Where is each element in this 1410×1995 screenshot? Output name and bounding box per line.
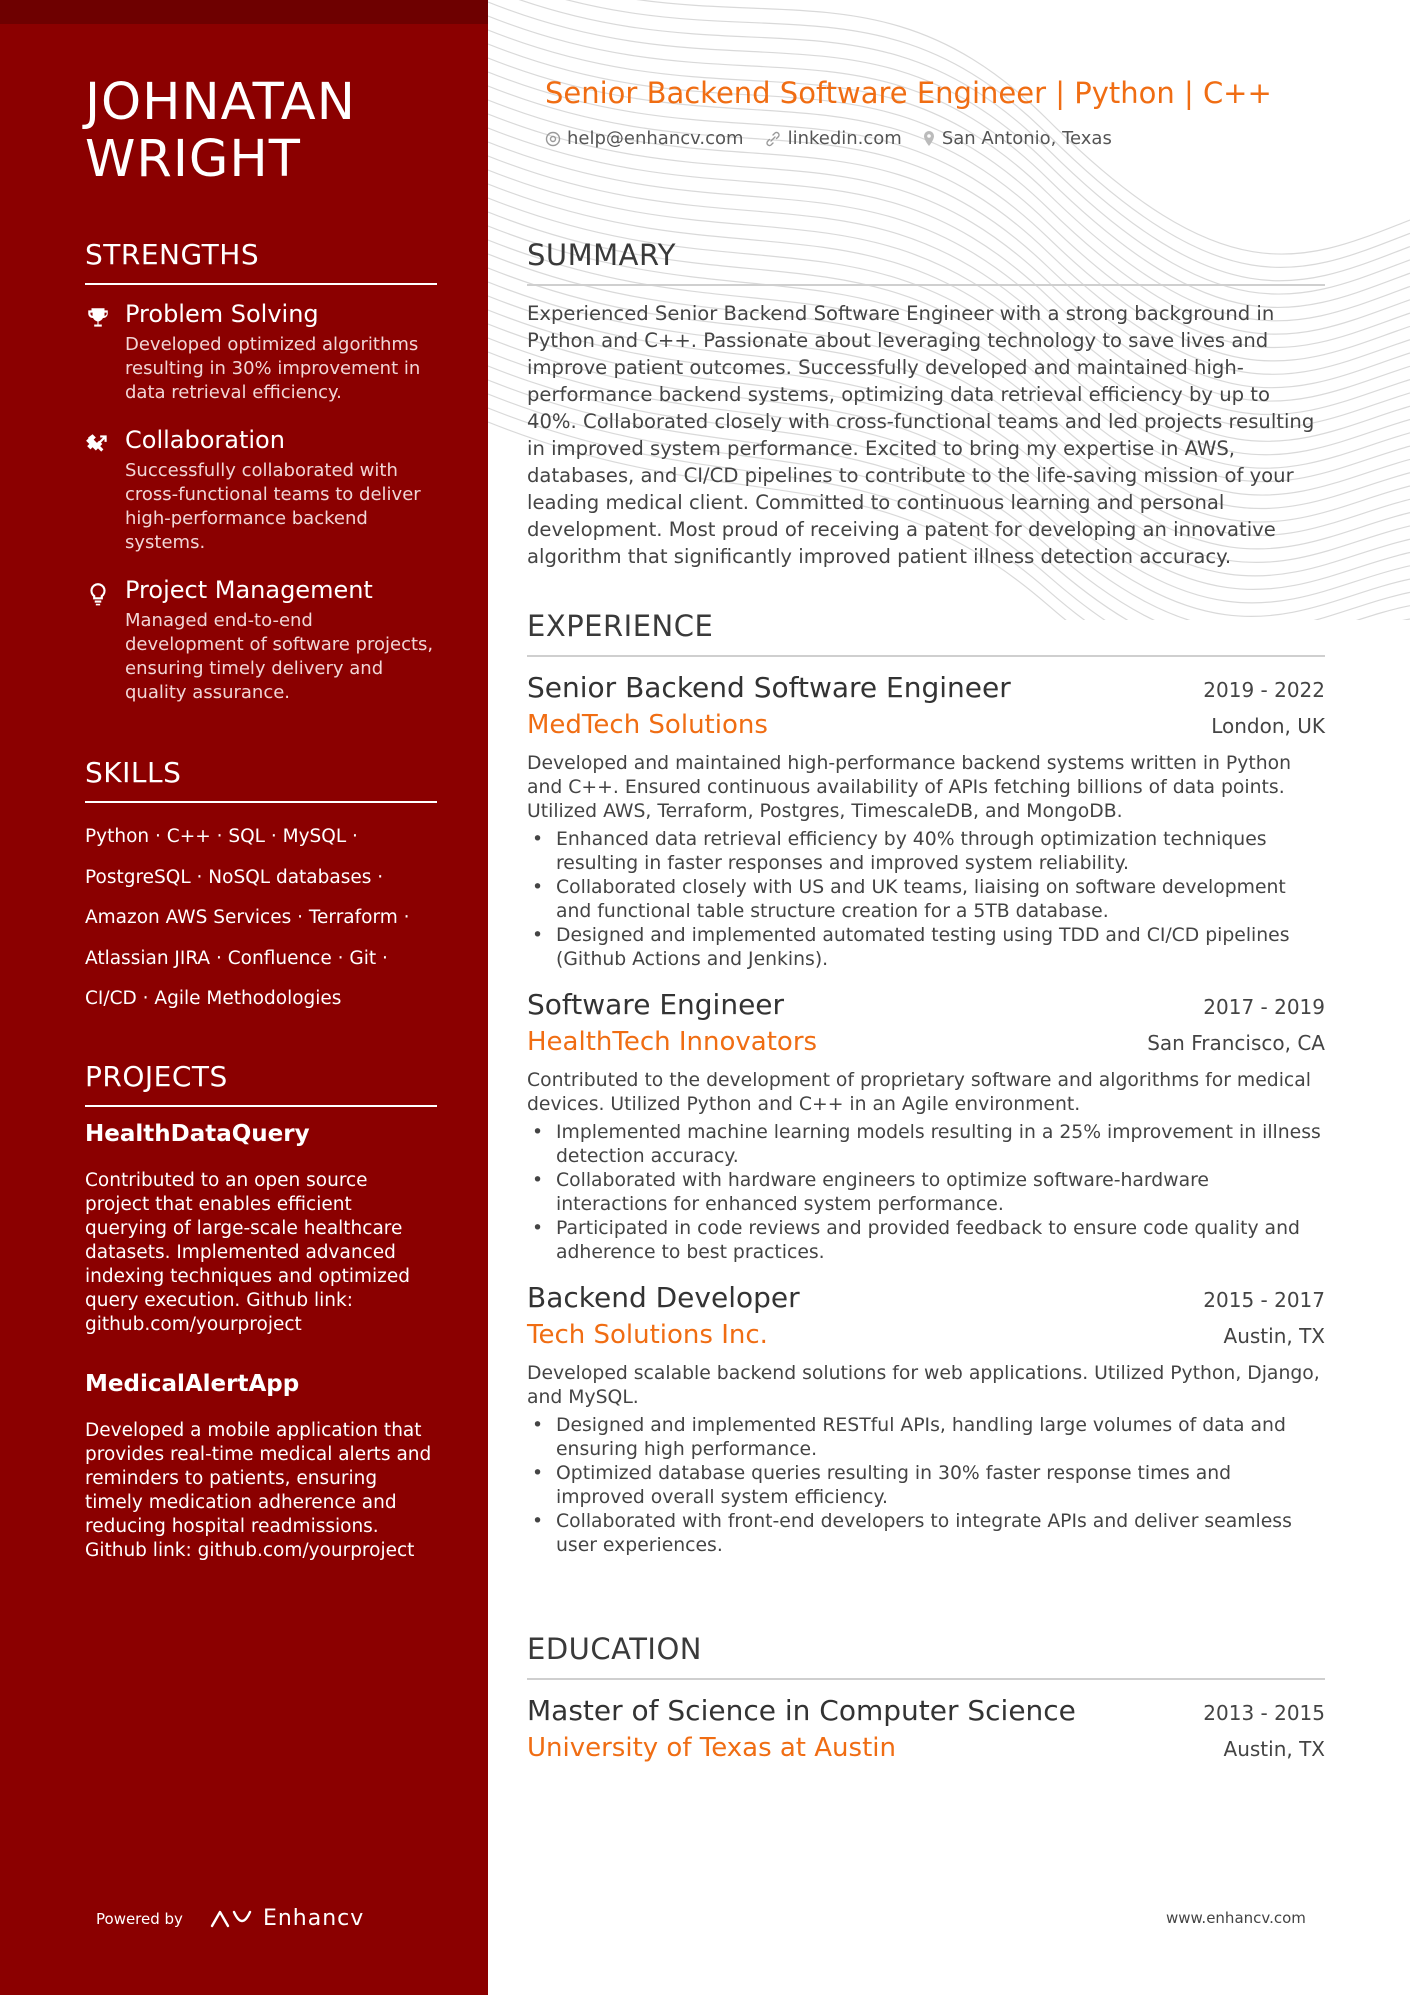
contact-row bbox=[545, 128, 1132, 149]
job-bullet: • Participated in code reviews and provided feedback to ensure code quality and adherence to best practices. bbox=[527, 1217, 1325, 1265]
education-location: Austin, TX bbox=[1223, 1737, 1325, 1761]
skill-tag: PostgreSQL · bbox=[85, 866, 209, 888]
job-bullet: • Implemented machine learning models resulting in a 25% improvement in illness detection accuracy. bbox=[527, 1121, 1325, 1169]
education-heading: EDUCATION bbox=[527, 1632, 1325, 1680]
job-location: Austin, TX bbox=[1223, 1324, 1325, 1348]
project-desc: Developed a mobile application that provides real-time medical alerts and reminders to patients, ensuring timely medication adherence and reducing hospital readmissions. Github link: github.com/yourproject bbox=[85, 1420, 432, 1561]
job-bullet: • Collaborated with hardware engineers to optimize software-hardware interactions for enhanced system performance. bbox=[527, 1169, 1325, 1217]
job-entry bbox=[527, 988, 1325, 1265]
skill-tag: Amazon AWS Services · bbox=[85, 907, 309, 928]
strengths-heading: STRENGTHS bbox=[85, 238, 437, 285]
enhancv-logo-icon bbox=[209, 1908, 253, 1930]
contact-location bbox=[922, 128, 1112, 149]
projects-section bbox=[85, 1060, 437, 1597]
at-icon bbox=[545, 131, 561, 147]
summary-section bbox=[527, 238, 1325, 570]
powered-by bbox=[96, 1906, 364, 1931]
experience-heading: EXPERIENCE bbox=[527, 609, 1325, 657]
job-bullet: • Collaborated with front-end developers to integrate APIs and deliver seamless user experiences. bbox=[527, 1510, 1325, 1558]
job-company: MedTech Solutions bbox=[527, 710, 768, 740]
job-dates: 2019 - 2022 bbox=[1203, 678, 1325, 702]
strength-desc: Developed optimized algorithms resulting in 30% improvement in data retrieval efficiency. bbox=[125, 334, 421, 403]
job-bullet: • Optimized database queries resulting in 30% faster response times and improved overall system efficiency. bbox=[527, 1462, 1325, 1510]
skill-tag: Atlassian JIRA · bbox=[85, 947, 228, 969]
sidebar bbox=[0, 0, 488, 1995]
contact-location-text: San Antonio, Texas bbox=[941, 128, 1112, 149]
lightbulb-icon bbox=[85, 581, 111, 607]
strength-title: Collaboration bbox=[125, 426, 285, 454]
skill-tag: SQL · bbox=[228, 826, 283, 847]
project-item bbox=[85, 1121, 437, 1337]
candidate-name: JOHNATAN WRIGHT bbox=[85, 73, 356, 189]
job-bullets bbox=[527, 1121, 1325, 1265]
handshake-icon bbox=[85, 431, 111, 457]
skill-tag: Terraform · bbox=[308, 907, 410, 928]
enhancv-logo[interactable] bbox=[209, 1906, 364, 1931]
skill-tag: Git · bbox=[349, 947, 388, 969]
strength-title: Problem Solving bbox=[125, 300, 319, 328]
skills-list bbox=[85, 817, 437, 1020]
job-description: Developed and maintained high-performance backend systems written in Python and C++. Ensured continuous availability of APIs fetching billions of data points. Utilized AWS, Terraform, Postgres, TimescaleDB, and MongoDB. bbox=[527, 753, 1292, 822]
job-description: Developed scalable backend solutions for web applications. Utilized Python, Django, and MySQL. bbox=[527, 1363, 1320, 1408]
experience-section bbox=[527, 609, 1325, 1574]
strength-desc: Successfully collaborated with cross-functional teams to deliver high-performance backend systems. bbox=[125, 460, 421, 553]
enhancv-brand-text: Enhancv bbox=[262, 1906, 365, 1931]
job-entry bbox=[527, 671, 1325, 972]
job-bullets bbox=[527, 828, 1325, 972]
skill-tag: Python · bbox=[85, 826, 167, 847]
summary-text: Experienced Senior Backend Software Engineer with a strong background in Python and C++. Passionate about leveraging technology to save lives and improve patient outcomes. Successfully developed and maintained high-performance backend systems, optimizing data retrieval efficiency by up to 40%. Collaborated closely with cross-functional teams and led projects resulting in improved system performance. Excited to bring my expertise in AWS, databases, and CI/CD pipelines to contribute to the life-saving mission of your leading medical client. Committed to continuous learning and personal development. Most proud of receiving a patent for developing an innovative algorithm that significantly improved patient illness detection accuracy. bbox=[527, 302, 1315, 568]
job-company: HealthTech Innovators bbox=[527, 1027, 818, 1057]
skills-heading: SKILLS bbox=[85, 756, 437, 803]
contact-email-text: help@enhancv.com bbox=[567, 128, 744, 149]
project-item bbox=[85, 1371, 437, 1563]
job-dates: 2015 - 2017 bbox=[1203, 1288, 1325, 1312]
school: University of Texas at Austin bbox=[527, 1733, 896, 1763]
powered-by-label: Powered by bbox=[96, 1909, 183, 1928]
education-section bbox=[527, 1632, 1325, 1779]
trophy-icon bbox=[85, 305, 111, 331]
job-title: Backend Developer bbox=[527, 1281, 800, 1314]
footer-website[interactable]: www.enhancv.com bbox=[1166, 1909, 1306, 1927]
job-bullet: • Enhanced data retrieval efficiency by 40% through optimization techniques resulting in faster responses and improved system reliability. bbox=[527, 828, 1325, 876]
skill-tag: NoSQL databases · bbox=[208, 866, 384, 888]
link-icon bbox=[764, 131, 782, 147]
project-title: HealthDataQuery bbox=[85, 1121, 310, 1147]
summary-heading: SUMMARY bbox=[527, 238, 1325, 286]
contact-linkedin-text: linkedin.com bbox=[787, 128, 902, 149]
job-location: San Francisco, CA bbox=[1147, 1031, 1325, 1055]
job-description: Contributed to the development of proprietary software and algorithms for medical devices. Utilized Python and C++ in an Agile environment. bbox=[527, 1070, 1311, 1115]
job-bullets bbox=[527, 1414, 1325, 1558]
education-dates: 2013 - 2015 bbox=[1203, 1701, 1325, 1725]
job-bullet: • Designed and implemented RESTful APIs, handling large volumes of data and ensuring high performance. bbox=[527, 1414, 1325, 1462]
sidebar-top-band bbox=[0, 0, 488, 24]
strength-item bbox=[85, 575, 437, 705]
contact-email[interactable] bbox=[545, 128, 744, 149]
job-entry bbox=[527, 1281, 1325, 1558]
job-bullet: • Collaborated closely with US and UK teams, liaising on software development and functional table structure creation for a 5TB database. bbox=[527, 876, 1325, 924]
strength-item bbox=[85, 299, 437, 405]
skill-tag: C++ · bbox=[166, 826, 229, 847]
degree: Master of Science in Computer Science bbox=[527, 1694, 1076, 1727]
strength-title: Project Management bbox=[125, 576, 373, 604]
job-bullet: • Designed and implemented automated testing using TDD and CI/CD pipelines (Github Actions and Jenkins). bbox=[527, 924, 1325, 972]
job-title: Software Engineer bbox=[527, 988, 785, 1021]
strengths-section bbox=[85, 238, 437, 725]
job-location: London, UK bbox=[1211, 714, 1325, 738]
contact-linkedin[interactable] bbox=[764, 128, 902, 149]
skill-tag: CI/CD · bbox=[85, 988, 155, 1009]
skills-section bbox=[85, 756, 437, 1020]
project-desc: Contributed to an open source project that enables efficient querying of large-scale healthcare datasets. Implemented advanced indexing techniques and optimized query execution. Github link: github.com/yourproject bbox=[85, 1170, 411, 1335]
job-company: Tech Solutions Inc. bbox=[527, 1320, 768, 1350]
headline: Senior Backend Software Engineer | Python | C++ bbox=[545, 76, 1272, 110]
projects-heading: PROJECTS bbox=[85, 1060, 437, 1107]
strength-item bbox=[85, 425, 437, 555]
education-entry bbox=[527, 1694, 1325, 1763]
job-title: Senior Backend Software Engineer bbox=[527, 671, 1011, 704]
project-title: MedicalAlertApp bbox=[85, 1371, 300, 1397]
skill-tag: Confluence · bbox=[227, 947, 350, 969]
strength-desc: Managed end-to-end development of software projects, ensuring timely delivery and quality assurance. bbox=[125, 610, 434, 703]
skill-tag: Agile Methodologies bbox=[154, 988, 342, 1009]
location-pin-icon bbox=[922, 130, 936, 148]
job-dates: 2017 - 2019 bbox=[1203, 995, 1325, 1019]
skill-tag: MySQL · bbox=[282, 826, 358, 847]
